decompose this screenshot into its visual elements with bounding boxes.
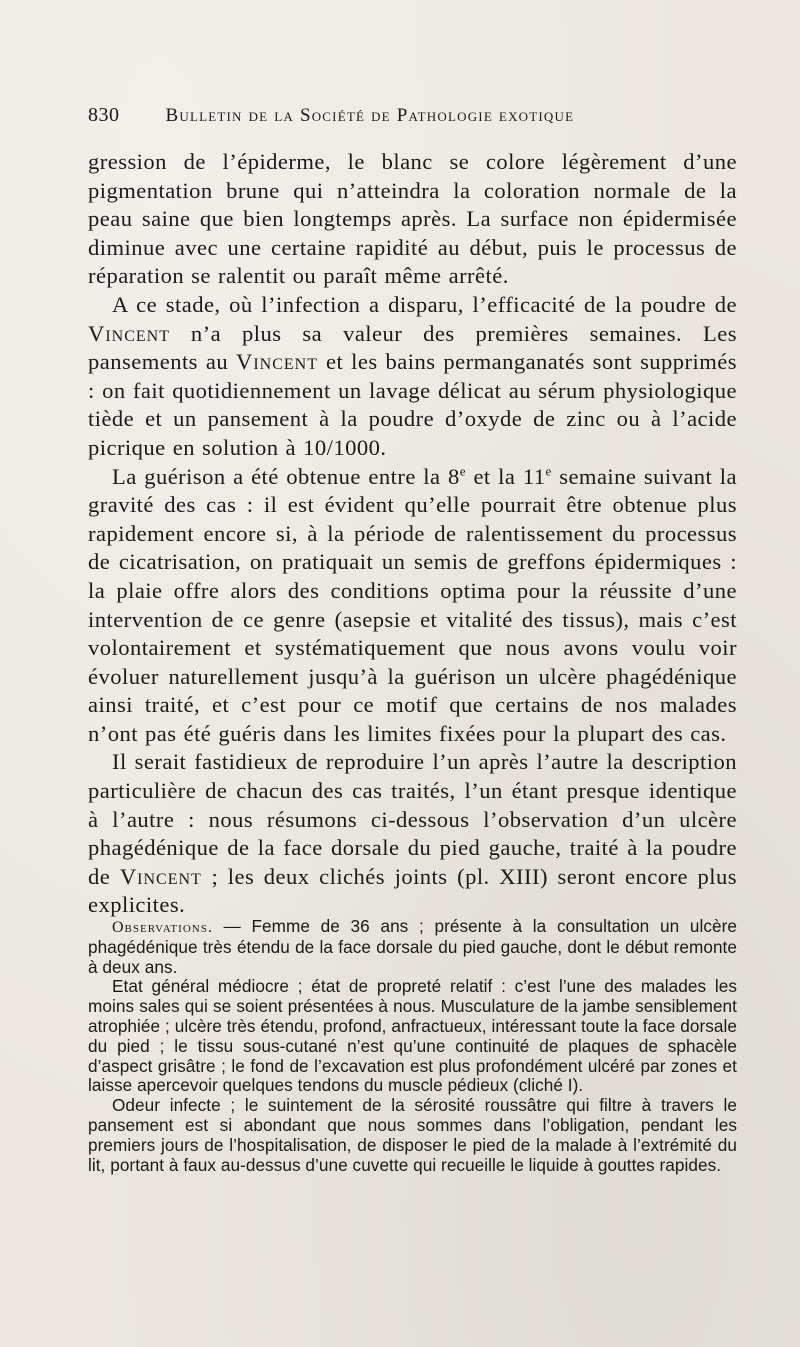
paragraph-3-text-c: semaine suivant la gravité des cas : il est évident qu’elle pourrait être obtenue plus rapidement encore si, à la période de ralentissement du processus de cicatrisation, on pratiquait un semis de greffons épidermiques : la plaie offre alors des conditions optima pour la réussite d’une intervention de ce genre (asepsie et vitalité des tissus), mais c’est volontairement et systématiquement que nous avons voulu voir évoluer naturellement jusqu’à la guérison un ulcère phagédénique ainsi traité, et c’est pour ce motif que certains de nos malades n’ont pas été guéris dans les limites fixées pour la plupart des cas. <box>88 463 737 746</box>
author-name-vincent: Vincent <box>88 320 170 346</box>
ordinal-superscript: e <box>459 463 466 478</box>
observations-section <box>88 917 737 1175</box>
observation-paragraph-1 <box>88 917 737 977</box>
paragraph-1: gression de l’épiderme, le blanc se colore légèrement d’une pigmentation brune qui n’atteindra la coloration normale de la peau saine que bien longtemps après. La surface non épidermisée diminue avec une certaine rapidité au début, puis le processus de réparation se ralentit ou paraît même arrêté. <box>88 149 737 289</box>
body-text <box>88 148 737 920</box>
observation-paragraph-2: Etat général médiocre ; état de propreté relatif : c’est l’une des malades les moins sales qui se soient présentées à nous. Musculature de la jambe sensiblement atrophiée ; ulcère très étendu, profond, anfractueux, intéressant toute la face dorsale du pied ; le tissu sous-cutané n’est qu’une continuité de plaques de sphacèle d’aspect grisâtre ; le fond de l’excavation est plus profondément ulcéré par zones et laisse apercevoir quelques tendons du muscle pédieux (cliché I). <box>88 976 737 1096</box>
paragraph-3 <box>88 463 737 749</box>
observations-label: Observations. <box>112 919 213 936</box>
paragraph-3-text-b: et la 11 <box>473 463 546 489</box>
paragraph-2-text-a: A ce stade, où l’infection a disparu, l’efficacité de la poudre de <box>112 291 737 317</box>
paragraph-4-text-b: ; les deux clichés joints (pl. XIII) seront encore plus explicites. <box>88 863 737 918</box>
paragraph-2-text-b: n’a plus sa valeur des premières semaines. Les pansements au <box>88 320 737 375</box>
paragraph-4-text-a: Il serait fastidieux de reproduire l’un après l’autre la description particulière de chacun des cas traités, l’un étant presque identique à l’autre : nous résumons ci-dessous l’observation d’un ulcère phagédénique de la face dorsale du pied gauche, traité à la poudre de <box>88 749 737 889</box>
paragraph-4 <box>88 748 737 920</box>
observation-text-1: — Femme de 36 ans ; présente à la consultation un ulcère phagédénique très étendu de la face dorsale du pied gauche, dont le début remonte à deux ans. <box>88 916 737 977</box>
paragraph-2-text-c: et les bains permanganatés sont supprimés : on fait quotidiennement un lavage délicat au sérum physiologique tiède et un pansement à la poudre d’oxyde de zinc ou à l’acide picrique en solution à 10/1000. <box>88 349 737 460</box>
page-header <box>88 104 738 132</box>
page-number: 830 <box>88 104 120 126</box>
running-head: Bulletin de la Société de Pathologie exotique <box>165 105 575 126</box>
observation-paragraph-3: Odeur infecte ; le suintement de la sérosité roussâtre qui filtre à travers le pansement est si abondant que nous sommes dans l’obligation, pendant les premiers jours de l’hospitalisation, de disposer le pied de la malade à l’extrémité du lit, portant à faux au-dessus d’une cuvette qui recueille le liquide à gouttes rapides. <box>88 1095 737 1175</box>
paragraph-3-text-a: La guérison a été obtenue entre la 8 <box>112 463 460 489</box>
ordinal-superscript: e <box>545 463 552 478</box>
paragraph-2 <box>88 291 737 463</box>
author-name-vincent: Vincent <box>236 349 319 375</box>
author-name-vincent: Vincent <box>119 863 202 889</box>
